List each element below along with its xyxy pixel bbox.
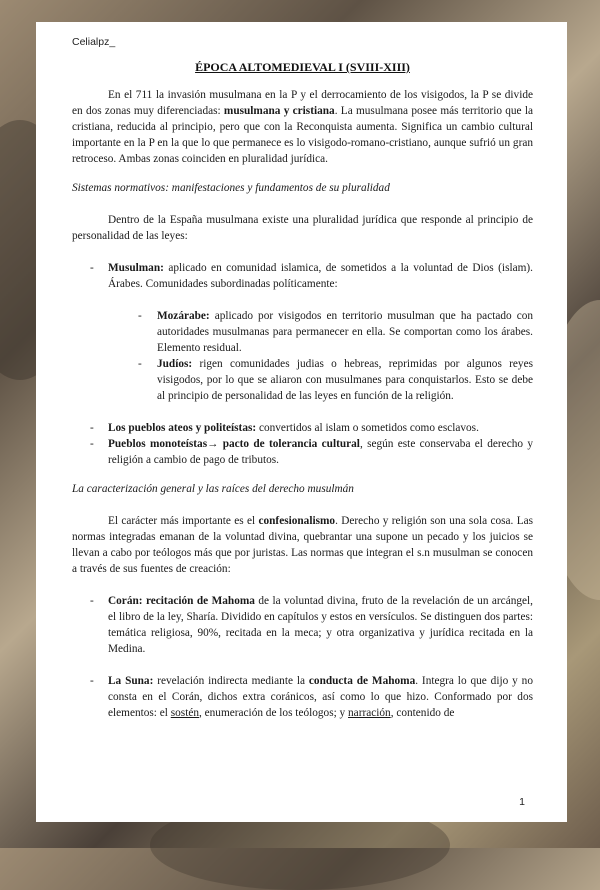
section-heading-caracterizacion: La caracterización general y las raíces del derecho musulmán [72, 483, 354, 495]
page-number: 1 [519, 796, 525, 808]
section1-paragraph: Dentro de la España musulmana existe una pluralidad jurídica que responde al principio de personalidad de las leyes: [72, 214, 533, 242]
list-item-monoteistas: - Pueblos monoteístas→ pacto de tolerancia cultural, según este conservaba el derecho y religión a cambio de pago de tributos. [90, 438, 533, 466]
list-item-coran: - Corán: recitación de Mahoma de la voluntad divina, fruto de la revelación de un arcángel, el libro de la ley, Sharía. Dividido en capítulos y estos en versículos. Se distinguen dos partes: temática religiosa, 90%, recitada en la meca; y otra organizativa y jurídica recitada en la Medina. [90, 595, 533, 655]
list-item-judios: - Judíos: rigen comunidades judias o hebreas, reprimidas por algunos reyes visigodos, por lo que se aliaron con musulmanes para conquistarlos. Esto se debe al principio de personalidad de las leyes en función de la religión. [138, 358, 533, 402]
list-item-ateos: - Los pueblos ateos y politeístas: convertidos al islam o sometidos como esclavos. [90, 422, 479, 434]
document-page [36, 22, 567, 822]
list-item-mozarabe: - Mozárabe: aplicado por visigodos en territorio musulman que ha pactado con autoridades musulmanas para permanecer en ella. Se comportan como los árabes. Elemento residual. [138, 310, 533, 354]
list-item-musulman: - Musulman: aplicado en comunidad islamica, de sometidos a la voluntad de Dios (islam). Árabes. Comunidades subordinadas políticamente: [90, 262, 533, 290]
intro-paragraph: En el 711 la invasión musulmana en la P y el derrocamiento de los visigodos, la P se divide en dos zonas muy diferenciadas: musulmana y cristiana. La musulmana posee más territorio que la cristiana, reducida al principio, pero que con la Reconquista aumenta. Significa un cambio cultural importante en la P en la que lo que permanece es lo visigodo-romano-cristiano, aunque sufrió un gran retroceso. Ambas zonas coinciden en pluralidad jurídica. [72, 89, 534, 165]
fuentes-list [72, 593, 533, 721]
author-name: Celialpz_ [72, 36, 116, 48]
document-title: ÉPOCA ALTOMEDIEVAL I (SVIII-XIII) [195, 60, 410, 74]
section2-paragraph: El carácter más importante es el confesionalismo. Derecho y religión son una sola cosa. Las normas integradas emanan de la voluntad divina, quebrantar una supone un pecado y los juicios se llevan a cabo por teólogos más que por juristas. Las normas que integran el s.n musulman se conocen a través de sus fuentes de creación: [72, 515, 534, 575]
section-heading-sistemas: Sistemas normativos: manifestaciones y fundamentos de su pluralidad [72, 182, 390, 194]
list-item-suna: - La Suna: revelación indirecta mediante la conducta de Mahoma. Integra lo que dijo y no consta en el Corán, dichos extra coránicos, así como lo que hizo. Conformado por dos elementos: el sostén, enumeración de los teólogos; y narración, contenido de [90, 675, 533, 719]
pluralidad-list [72, 260, 533, 468]
